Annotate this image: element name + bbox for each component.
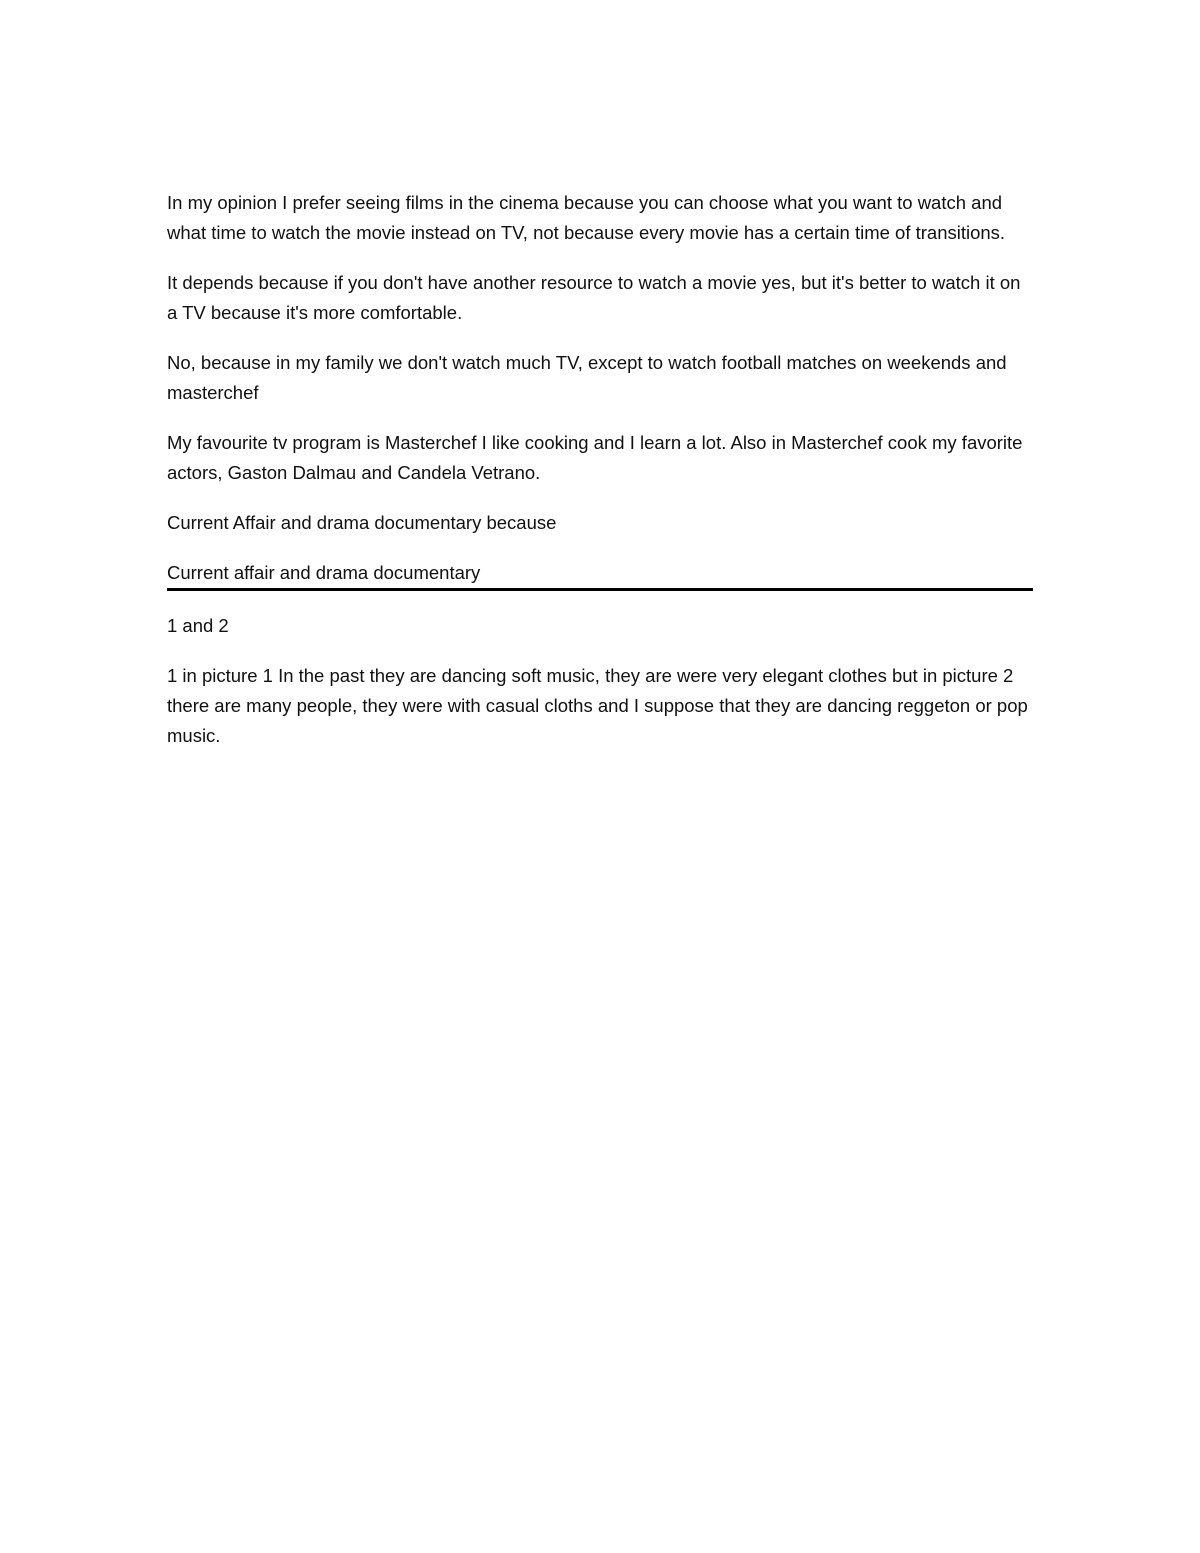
paragraph-current-affair: Current Affair and drama documentary because [167, 512, 557, 533]
document-body [167, 188, 1033, 771]
paragraph-favourite-program: My favourite tv program is Masterchef I like cooking and I learn a lot. Also in Masterchef cook my favorite actors, Gaston Dalmau and Candela Vetrano. [167, 432, 1023, 483]
paragraph-one-and-two: 1 and 2 [167, 615, 229, 636]
paragraph-tv-resource: It depends because if you don't have another resource to watch a movie yes, but it's better to watch it on a TV because it's more comfortable. [167, 272, 1021, 323]
paragraph-cinema-opinion: In my opinion I prefer seeing films in the cinema because you can choose what you want to watch and what time to watch the movie instead on TV, not because every movie has a certain time of transitions. [167, 192, 1006, 243]
ruled-heading: Current affair and drama documentary [167, 558, 1033, 591]
paragraph-family-tv: No, because in my family we don't watch much TV, except to watch football matches on weekends and masterchef [167, 352, 1007, 403]
paragraph-picture-comparison: 1 in picture 1 In the past they are dancing soft music, they are were very elegant clothes but in picture 2 there are many people, they were with casual cloths and I suppose that they are dancing reggeton or pop music. [167, 665, 1028, 746]
